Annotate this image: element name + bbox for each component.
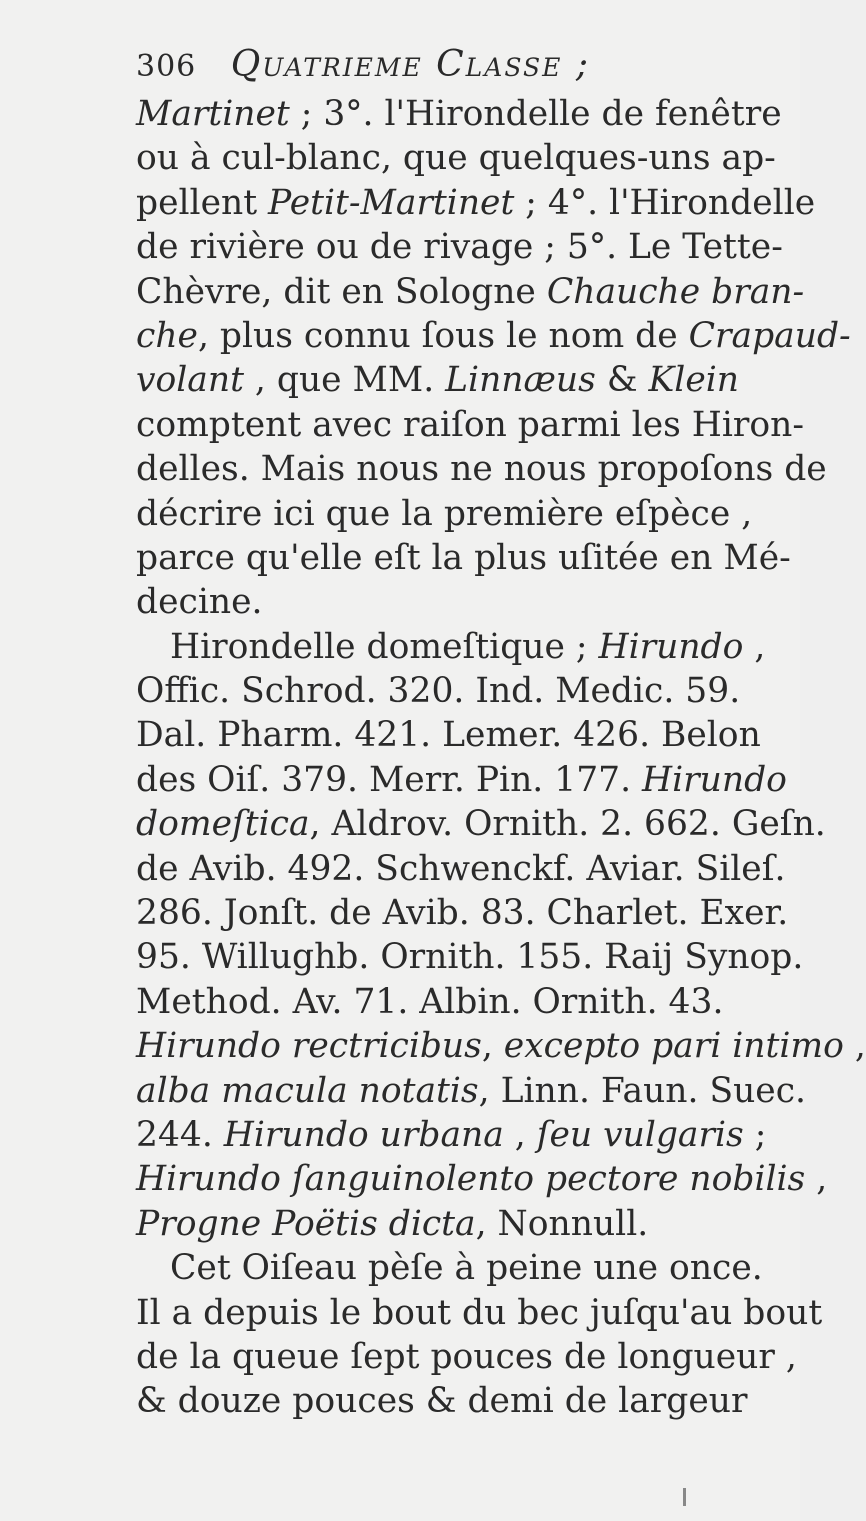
italic-text: Hirundo — [598, 626, 744, 667]
text-line — [136, 847, 796, 891]
text-run: Hirondelle domeſtique ; — [170, 626, 599, 667]
text-line — [136, 1291, 823, 1335]
text-line — [136, 92, 796, 136]
text-line — [136, 536, 796, 580]
italic-text: Progne Poëtis dicta — [136, 1203, 476, 1244]
text-run: Chèvre, dit en Sologne — [136, 271, 547, 312]
text-line — [136, 447, 827, 491]
italic-text: Petit-Martinet — [268, 182, 515, 223]
text-run: , Linn. Faun. Suec. — [478, 1070, 807, 1111]
text-line — [136, 891, 796, 935]
italic-text: Hirundo — [642, 759, 787, 800]
text-line — [136, 1024, 866, 1068]
text-line — [136, 1246, 796, 1290]
italic-text: Linnæus — [445, 360, 596, 401]
text-line — [136, 935, 804, 979]
text-run: ou à cul-blanc, que quelques-uns ap- — [136, 138, 776, 179]
text-run: , que MM. — [243, 360, 446, 401]
italic-text: domeſtica — [136, 804, 310, 845]
text-line — [136, 181, 816, 225]
text-run: ; 4°. l'Hirondelle — [514, 182, 816, 223]
text-line — [136, 1157, 828, 1201]
text-run: de rivière ou de rivage ; 5°. Le Tette- — [136, 227, 783, 268]
text-run: des Oiſ. 379. Merr. Pin. 177. — [136, 759, 643, 800]
text-run: parce qu'elle eſt la plus uſitée en Mé- — [136, 537, 791, 578]
text-line — [136, 669, 796, 713]
italic-text: Hirundo rectricibus — [136, 1026, 482, 1067]
text-line — [136, 358, 796, 402]
text-run: Cet Oiſeau pèſe à peine une once. — [170, 1248, 763, 1289]
italic-text: volant — [136, 360, 244, 401]
text-line — [136, 1379, 796, 1423]
page-header — [136, 44, 776, 96]
text-line — [136, 758, 796, 802]
text-line — [136, 1113, 796, 1157]
italic-text: Klein — [648, 360, 740, 401]
text-run: , — [843, 1026, 866, 1067]
text-run: 286. Jonſt. de Avib. 83. Charlet. Exer. — [136, 893, 789, 934]
italic-text: Martinet — [136, 94, 290, 134]
page-number: 306 — [136, 49, 197, 84]
text-run: Dal. Pharm. 421. Lemer. 426. Belon — [136, 715, 761, 756]
margin-mark — [683, 1488, 686, 1506]
italic-text: Crapaud- — [688, 315, 851, 356]
text-line — [136, 802, 826, 846]
text-line — [136, 225, 796, 269]
text-line — [136, 580, 796, 624]
text-run: delles. Mais nous ne nous propoſons de — [136, 449, 827, 490]
text-run: , — [805, 1159, 828, 1200]
text-line — [136, 136, 796, 180]
italic-text: che — [136, 315, 198, 356]
text-line — [136, 713, 796, 757]
text-line — [136, 1335, 796, 1379]
text-run: , — [503, 1114, 537, 1155]
text-run: ; 3°. l'Hirondelle de fenêtre — [289, 94, 782, 134]
text-run: , plus connu ſous le nom de — [197, 315, 689, 356]
text-line — [136, 314, 851, 358]
italic-text: excepto pari intimo — [503, 1026, 844, 1067]
text-run: & douze pouces & demi de largeur — [136, 1381, 748, 1422]
italic-text: ſeu vulgaris — [536, 1114, 744, 1155]
page-body-text — [136, 92, 866, 1424]
text-run: comptent avec raiſon parmi les Hiron- — [136, 404, 805, 445]
text-run: 244. — [136, 1114, 224, 1155]
italic-text: alba macula notatis — [136, 1070, 479, 1111]
text-run: , Aldrov. Ornith. 2. 662. Geſn. — [309, 804, 826, 845]
text-run: ; — [743, 1114, 767, 1155]
italic-text: Hirundo ſanguinolento pectore nobilis — [136, 1159, 806, 1200]
text-run: decine. — [136, 582, 263, 623]
text-run: Il a depuis le bout du bec juſqu'au bout — [136, 1292, 823, 1333]
text-line — [136, 492, 796, 536]
text-run: Offic. Schrod. 320. Ind. Medic. 59. — [136, 671, 741, 712]
text-line — [136, 980, 796, 1024]
text-run: , — [481, 1026, 504, 1067]
text-run: de Avib. 492. Schwenckf. Aviar. Sileſ. — [136, 848, 786, 889]
text-run: , — [743, 626, 766, 667]
running-title: Quatrieme Classe ; — [230, 44, 590, 85]
italic-text: Chauche bran- — [546, 271, 805, 312]
text-run: 95. Willughb. Ornith. 155. Raij Synop. — [136, 937, 804, 978]
italic-text: Hirundo urbana — [223, 1114, 504, 1155]
text-line — [136, 270, 805, 314]
text-run: décrire ici que la première eſpèce , — [136, 493, 753, 534]
text-run: de la queue ſept pouces de longueur , — [136, 1336, 797, 1377]
text-line — [136, 403, 805, 447]
text-run: Method. Av. 71. Albin. Ornith. 43. — [136, 981, 724, 1022]
text-line — [136, 1202, 796, 1246]
text-run: , Nonnull. — [475, 1203, 649, 1244]
text-line — [136, 1069, 807, 1113]
text-run: & — [595, 360, 649, 401]
text-run: pellent — [136, 182, 269, 223]
text-line — [136, 625, 796, 669]
